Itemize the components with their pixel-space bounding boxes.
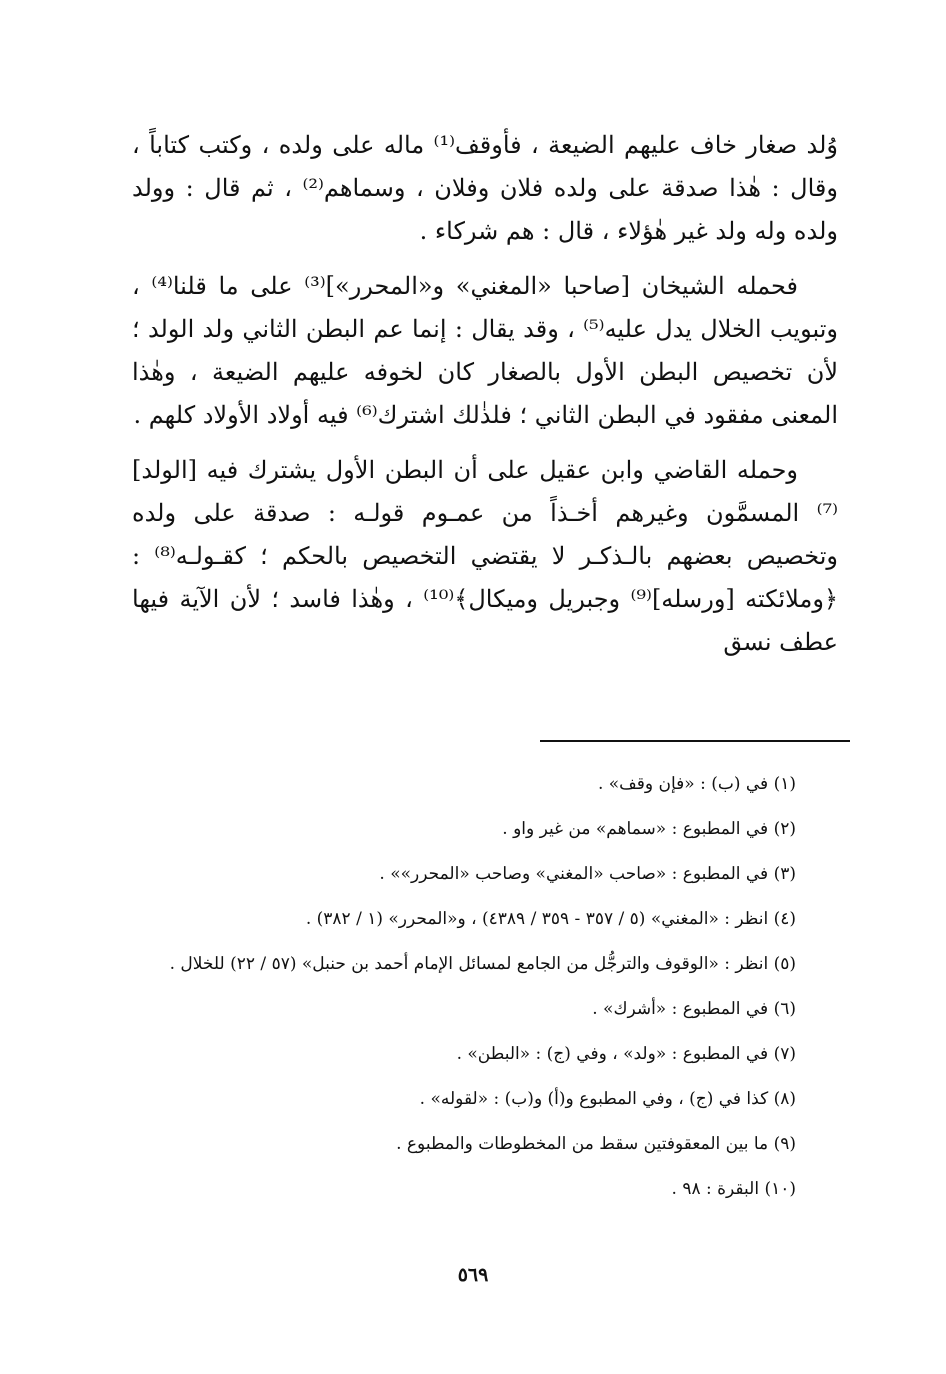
footnote-9: (٩) ما بين المعقوفتين سقط من المخطوطات والمطبوع . bbox=[396, 1134, 796, 1154]
footnote-1: (١) في (ب) : «فإن وقف» . bbox=[597, 774, 796, 794]
paragraph-3: وحمله القاضي وابن عقيل على أن البطن الأول يشترك فيه [الولد]⁽⁷⁾ المسمَّون وغيرهم أخـذاً من عمـوم قولـه : صدقة على ولده وتخصيص بعضهم بالـذكـر لا يقتضي التخصيص بالحكم ؛ كقـولـه⁽⁸⁾ : ﴿وملائكته [ورسله]⁽⁹⁾ وجبريل وميكال﴾⁽¹⁰⁾ ، وهٰذا فاسد ؛ لأن الآية فيها عطف نسق bbox=[132, 456, 839, 656]
paragraph-1: وُلد صغار خاف عليهم الضيعة ، فأوقف⁽¹⁾ ماله على ولده ، وكتب كتاباً ، وقال : هٰذا صدقة على ولده فلان وفلان ، وسماهم⁽²⁾ ، ثم قال : وولد ولده وله ولد غير هٰؤلاء ، قال : هم شركاء . bbox=[132, 131, 838, 245]
page-number: ٥٦٩ bbox=[457, 1264, 489, 1286]
footnote-2: (٢) في المطبوع : «سماهم» من غير واو . bbox=[502, 819, 796, 839]
footnote-10: (١٠) البقرة : ٩٨ . bbox=[671, 1179, 796, 1199]
main-text bbox=[132, 124, 838, 664]
footnote-3: (٣) في المطبوع : «صاحب «المغني» وصاحب «المحرر»» . bbox=[379, 864, 796, 884]
footnote-4: (٤) انظر : «المغني» (٥ / ٣٥٧ - ٣٥٩ / ٤٣٨٩) ، و«المحرر» (١ / ٣٨٢) . bbox=[305, 909, 796, 929]
footnote-5: (٥) انظر : «الوقوف والترجُّل من الجامع لمسائل الإمام أحمد بن حنبل» (٥٧ / ٢٢) للخلال . bbox=[169, 954, 796, 974]
paragraph-2: فحمله الشيخان [صاحبا «المغني» و«المحرر»]⁽³⁾ على ما قلنا⁽⁴⁾ ، وتبويب الخلال يدل عليه⁽⁵⁾ ، وقد يقال : إنما عم البطن الثاني ولد الولد ؛ لأن تخصيص البطن الأول بالصغار كان لخوفه عليهم الضيعة ، وهٰذا المعنى مفقود في البطن الثاني ؛ فلذٰلك اشترك⁽⁶⁾ فيه أولاد الأولاد كلهم . bbox=[132, 272, 838, 429]
footnote-divider bbox=[540, 740, 850, 742]
footnotes bbox=[132, 762, 840, 1212]
footnote-7: (٧) في المطبوع : «ولد» ، وفي (ج) : «البطن» . bbox=[456, 1044, 796, 1064]
footnote-8: (٨) كذا في (ج) ، وفي المطبوع و(أ) و(ب) : «لقوله» . bbox=[419, 1089, 796, 1109]
footnote-6: (٦) في المطبوع : «أشرك» . bbox=[592, 999, 796, 1019]
